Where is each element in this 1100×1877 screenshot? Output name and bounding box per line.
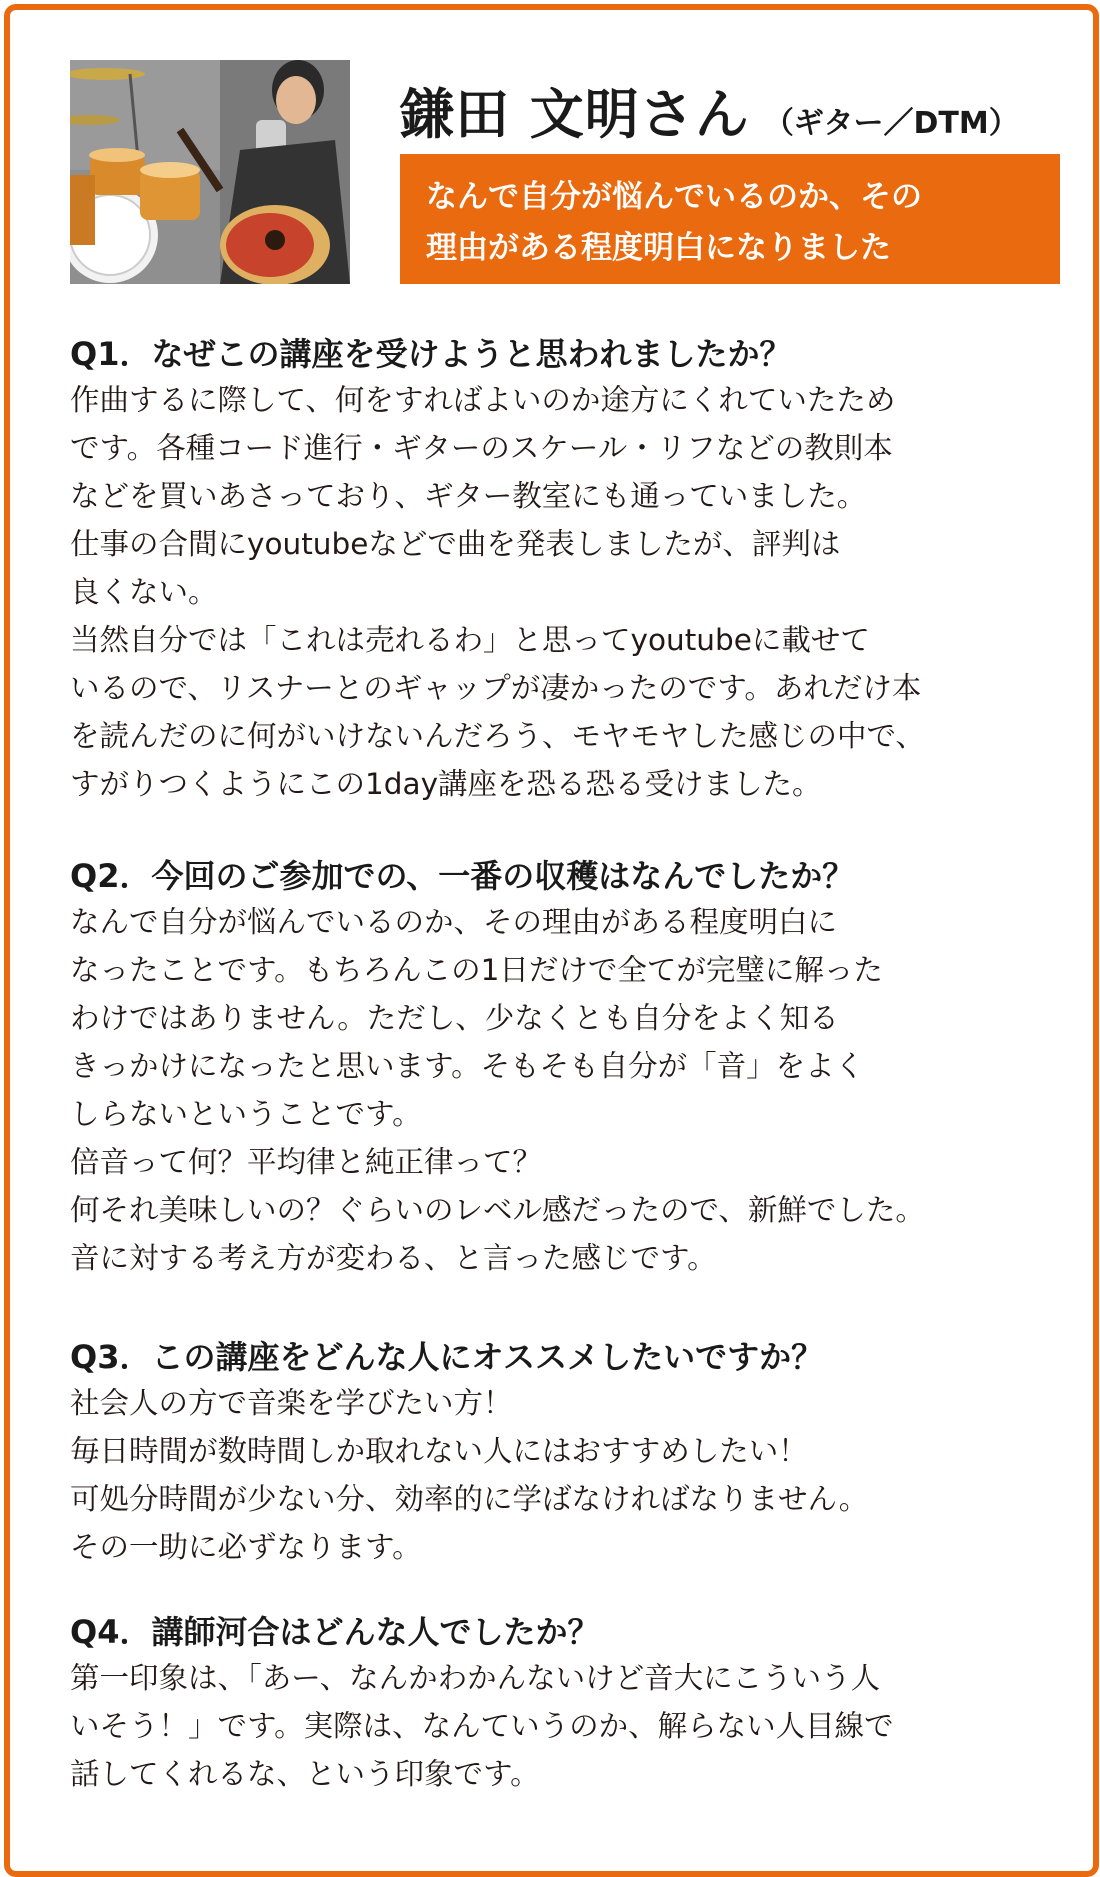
answer-line: 第一印象は、「あー、なんかわかんないけど音大にこういう人 xyxy=(70,1661,881,1695)
answer-line: 話してくれるな、という印象です。 xyxy=(70,1757,540,1791)
answer-line: 作曲するに際して、何をすればよいのか途方にくれていたため xyxy=(70,383,896,417)
answer-line: その一助に必ずなります。 xyxy=(70,1530,422,1564)
answer-line: いるので、リスナーとのギャップが凄かったのです。あれだけ本 xyxy=(70,671,922,705)
question-heading: Q2．今回のご参加での、一番の収穫はなんでしたか？ xyxy=(70,857,855,895)
answer-text xyxy=(70,898,1070,1282)
answer-line: 毎日時間が数時間しか取れない人にはおすすめしたい！ xyxy=(70,1434,808,1468)
answer-line: 仕事の合間にyoutubeなどで曲を発表しましたが、評判は xyxy=(70,527,841,561)
question-heading: Q1．なぜこの講座を受けようと思われましたか？ xyxy=(70,335,792,373)
answer-line: 良くない。 xyxy=(70,575,218,609)
headline-banner xyxy=(400,154,1060,284)
person-name: 鎌田 文明さん xyxy=(400,83,750,146)
answer-line: しらないということです。 xyxy=(70,1097,422,1131)
answer-line: などを買いあさっており、ギター教室にも通っていました。 xyxy=(70,479,867,513)
answer-line: 何それ美味しいの？ぐらいのレベル感だったので、新鮮でした。 xyxy=(70,1193,925,1227)
answer-line: なったことです。もちろんこの1日だけで全てが完璧に解った xyxy=(70,953,883,987)
qa-section-2 xyxy=(70,856,1070,1282)
answer-line: です。各種コード進行・ギターのスケール・リフなどの教則本 xyxy=(70,431,893,465)
person-role: （ギター／DTM） xyxy=(763,106,1019,141)
answer-text xyxy=(70,376,1070,808)
profile-header xyxy=(400,72,1019,149)
answer-text xyxy=(70,1654,1070,1798)
answer-line: 社会人の方で音楽を学びたい方！ xyxy=(70,1386,513,1420)
answer-line: を読んだのに何がいけないんだろう、モヤモヤした感じの中で、 xyxy=(70,719,925,753)
qa-section-4 xyxy=(70,1612,1070,1798)
headline-line: なんで自分が悩んでいるのか、その xyxy=(426,179,922,215)
profile-photo xyxy=(70,60,350,284)
question-heading: Q3．この講座をどんな人にオススメしたいですか？ xyxy=(70,1338,824,1376)
question-heading: Q4．講師河合はどんな人でしたか？ xyxy=(70,1613,600,1651)
answer-line: なんで自分が悩んでいるのか、その理由がある程度明白に xyxy=(70,905,838,939)
qa-section-3 xyxy=(70,1337,1070,1571)
answer-line: 可処分時間が少ない分、効率的に学ばなければなりません。 xyxy=(70,1482,869,1516)
qa-section-1 xyxy=(70,334,1070,808)
answer-line: すがりつくようにこの1day講座を恐る恐る受けました。 xyxy=(70,767,822,801)
answer-line: 当然自分では「これは売れるわ」と思ってyoutubeに載せて xyxy=(70,623,870,657)
answer-line: いそう！」です。実際は、なんていうのか、解らない人目線で xyxy=(70,1709,894,1743)
headline-line: 理由がある程度明白になりました xyxy=(426,230,891,266)
answer-line: わけではありません。ただし、少なくとも自分をよく知る xyxy=(70,1001,839,1035)
answer-line: 音に対する考え方が変わる、と言った感じです。 xyxy=(70,1241,717,1275)
answer-text xyxy=(70,1379,1070,1571)
answer-line: きっかけになったと思います。そもそも自分が「音」をよく xyxy=(70,1049,865,1083)
answer-line: 倍音って何？平均律と純正律って？ xyxy=(70,1145,543,1179)
